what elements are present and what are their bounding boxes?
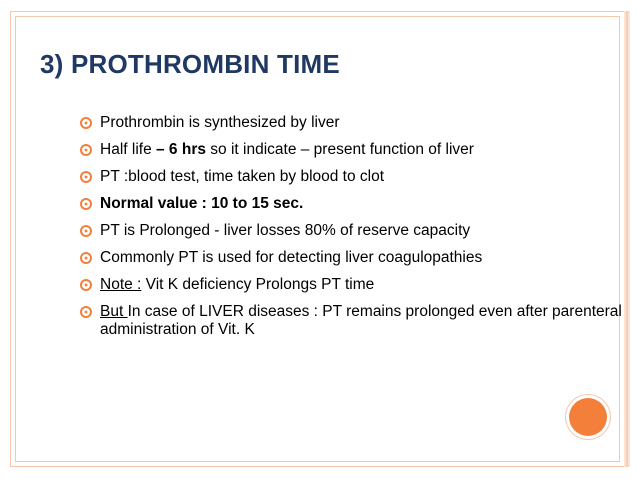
- bullet-item-2: [80, 141, 625, 159]
- bullet-list: [80, 114, 625, 348]
- bullet-text-prefix: Half life: [100, 141, 156, 158]
- four-petal-bullet-icon: [80, 306, 92, 318]
- four-petal-bullet-icon: [80, 252, 92, 264]
- bullet-text-underlined: Note :: [100, 276, 142, 293]
- bullet-item-6: [80, 249, 625, 267]
- bullet-item-4: [80, 195, 625, 213]
- bullet-item-7: [80, 276, 625, 294]
- four-petal-bullet-icon: [80, 117, 92, 129]
- four-petal-bullet-icon: [80, 198, 92, 210]
- bullet-text-suffix: In case of LIVER diseases : PT remains prolonged even after parenteral administration of Vit. K: [100, 303, 622, 338]
- bullet-text-suffix: Vit K deficiency Prolongs PT time: [141, 276, 375, 293]
- right-accent-strip: [626, 11, 628, 467]
- bullet-text-bold: – 6 hrs: [156, 141, 206, 158]
- four-petal-bullet-icon: [80, 144, 92, 156]
- bullet-text: Prothrombin is synthesized by liver: [100, 114, 340, 131]
- bullet-item-5: [80, 222, 625, 240]
- bullet-item-3: [80, 168, 625, 186]
- bullet-text: PT :blood test, time taken by blood to clot: [100, 168, 385, 185]
- bullet-text-underlined: But: [100, 303, 128, 320]
- bullet-text: PT is Prolonged - liver losses 80% of reserve capacity: [100, 222, 471, 239]
- orange-circle-decoration: [569, 398, 607, 436]
- four-petal-bullet-icon: [80, 279, 92, 291]
- bullet-text: Commonly PT is used for detecting liver coagulopathies: [100, 249, 483, 266]
- four-petal-bullet-icon: [80, 225, 92, 237]
- bullet-text-bold: Normal value : 10 to 15 sec.: [100, 195, 304, 212]
- bullet-item-1: [80, 114, 625, 132]
- slide-title: 3) PROTHROMBIN TIME: [40, 49, 340, 79]
- bullet-text-suffix: so it indicate – present function of liver: [205, 141, 474, 158]
- four-petal-bullet-icon: [80, 171, 92, 183]
- bullet-item-8: [80, 303, 625, 339]
